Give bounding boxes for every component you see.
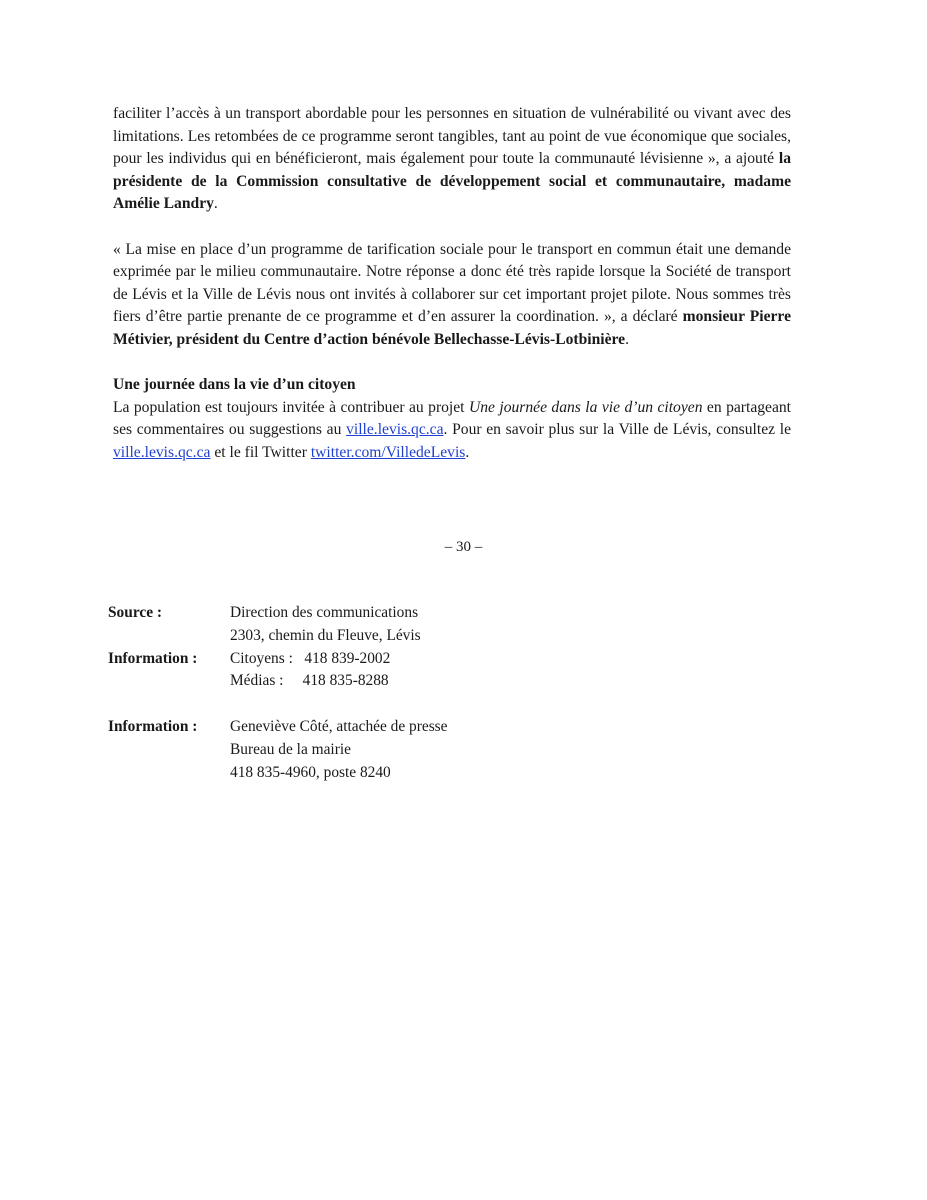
- body-text: [113, 103, 791, 465]
- media-phone: Médias : 418 835-8288: [230, 672, 389, 690]
- source-label: Source :: [108, 604, 163, 621]
- source-row: [108, 602, 448, 625]
- section-heading: Une journée dans la vie d’un citoyen: [113, 376, 356, 394]
- contact-block: [108, 602, 448, 784]
- paragraph-text: faciliter l’accès à un transport abordable pour les personnes en situation de vulnérabilité ou vivant avec des limitations. Les retombées de ce programme seront tangibles, tant au point de vue économique que sociales, pour les individus qui en bénéficieront, mais également pour toute la communauté lévisienne », a ajouté: [113, 105, 791, 168]
- speaker-attribution: la présidente de la Commission consultative de développement social et communautaire, madame Amélie Landry: [113, 150, 791, 213]
- paragraph-text: en partageant ses commentaires ou suggestions au: [113, 398, 792, 439]
- information-row-2: [108, 716, 448, 739]
- paragraph-text: « La mise en place d’un programme de tarification sociale pour le transport en commun était une demande exprimée par le milieu communautaire. Notre réponse a donc été très rapide lorsque la Société de transport de Lévis et la Ville de Lévis nous ont invités à collaborer sur cet important projet pilote. Nous sommes très fiers d’être partie prenante de ce programme et d’en assurer la coordination. », a déclaré: [113, 240, 791, 326]
- speaker-attribution: monsieur Pierre Métivier, président du Centre d’action bénévole Bellechasse-Lévis-Lotbinière: [113, 308, 791, 348]
- information-row-1: [108, 648, 448, 671]
- paragraph-text: . Pour en savoir plus sur la Ville de Lévis, consultez le: [443, 421, 791, 439]
- paragraph-metivier-quote: [113, 239, 791, 352]
- paragraph-end: .: [625, 330, 629, 348]
- paragraph-end: .: [213, 195, 218, 213]
- paragraph-citizen-project: [113, 397, 791, 465]
- source-address: 2303, chemin du Fleuve, Lévis: [230, 626, 421, 644]
- source-value: Direction des communications: [230, 604, 419, 621]
- mayor-office-row: [108, 739, 448, 762]
- paragraph-text: et le fil Twitter: [210, 443, 311, 461]
- paragraph-landry-quote: [113, 103, 791, 216]
- media-row: [108, 670, 448, 693]
- ville-levis-link[interactable]: ville.levis.qc.ca: [346, 421, 444, 439]
- press-attache: Geneviève Côté, attachée de presse: [230, 717, 448, 735]
- twitter-link[interactable]: twitter.com/VilledeLevis: [310, 443, 466, 461]
- ville-levis-link-2[interactable]: ville.levis.qc.ca: [113, 443, 211, 461]
- press-phone: 418 835-4960, poste 8240: [230, 763, 391, 781]
- paragraph-end: .: [465, 443, 470, 461]
- source-address-row: [108, 625, 448, 648]
- information-label-2: Information :: [108, 717, 198, 735]
- citizens-phone: Citoyens : 418 839-2002: [230, 649, 391, 667]
- press-phone-row: [108, 762, 448, 785]
- project-name: Une journée dans la vie d’un citoyen: [468, 398, 703, 416]
- information-label: Information :: [108, 649, 198, 667]
- paragraph-text: La population est toujours invitée à contribuer au projet: [113, 398, 469, 416]
- page-number: – 30 –: [444, 539, 483, 555]
- mayor-office: Bureau de la mairie: [230, 740, 351, 758]
